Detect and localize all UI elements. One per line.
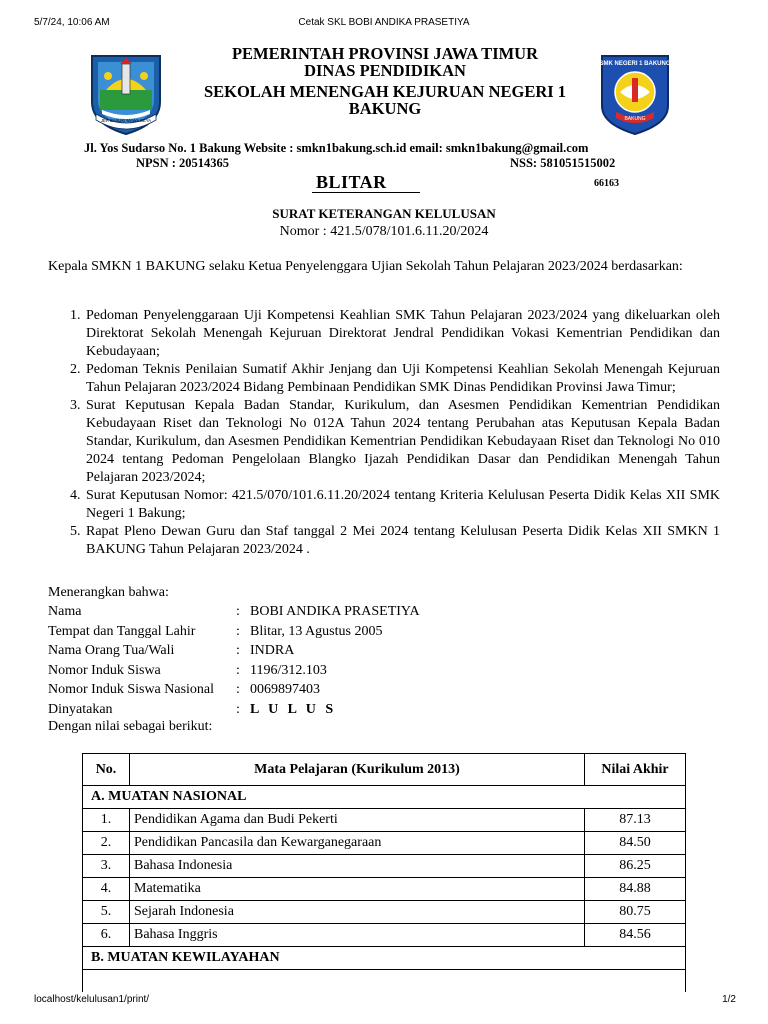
table-row: 1. Pendidikan Agama dan Budi Pekerti 87.13 [83,809,686,832]
graduation-status: L U L U S [250,701,337,717]
school-city: BLITAR [316,172,387,192]
table-header-row [83,754,686,786]
list-item: 2. Pedoman Teknis Penilaian Sumatif Akhir Jenjang dan Uji Kompetensi Keahlian Sekolah Menengah Kejuruan Tahun Pelajaran 2023/2024 Bidang Pembinaan Pendidikan SMK Dinas Pendidikan Provinsi Jawa Timur; [70,362,720,395]
document-number: Nomor : 421.5/078/101.6.11.20/2024 [279,224,489,239]
header-subject: Mata Pelajaran (Kurikulum 2013) [130,754,585,786]
legal-basis-list [48,307,720,559]
letterhead-line-school-location: BAKUNG [348,99,422,118]
letterhead-line-school: SEKOLAH MENENGAH KEJURUAN NEGERI 1 [203,82,567,101]
parent-name: INDRA [250,643,295,658]
document-title: SURAT KETERANGAN KELULUSAN [272,206,496,221]
print-page-number: 1/2 [722,994,736,1005]
list-item: 1. Pedoman Penyelenggaraan Uji Kompetensi Keahlian SMK Tahun Pelajaran 2023/2024 yang dikeluarkan oleh Direktorat Sekolah Menengah Kejuruan Direktorat Jendral Pendidikan Vokasi Kementrian Pendidikan dan Kebudayaan; [70,308,720,359]
letterhead-line-agency: DINAS PENDIDIKAN [304,61,466,80]
student-birth: Blitar, 13 Agustus 2005 [250,623,383,639]
header-no: No. [83,754,130,786]
jatim-emblem-logo [86,50,166,136]
table-row-continued [83,970,686,993]
grades-table [82,753,686,992]
school-nss: NSS: 581051515002 [510,156,616,170]
right-logo-motto: BAKUNG [624,116,646,122]
list-item: 4. Surat Keputusan Nomor: 421.5/070/101.6.11.20/2024 tentang Kriteria Kelulusan Peserta Didik Kelas XII SMK Negeri 1 Bakung; [70,488,720,521]
student-nis: 1196/312.103 [250,662,327,678]
postal-code: 66163 [594,178,619,189]
table-row: 3. Bahasa Indonesia 86.25 [83,855,686,878]
table-row: 2. Pendidikan Pancasila dan Kewarganegaraan 84.50 [83,832,686,855]
section-row-national: A. MUATAN NASIONAL [83,786,686,809]
print-title: Cetak SKL BOBI ANDIKA PRASETIYA [298,17,470,28]
table-row: 4. Matematika 84.88 [83,878,686,901]
intro-paragraph: Kepala SMKN 1 BAKUNG selaku Ketua Penyelenggara Ujian Sekolah Tahun Pelajaran 2023/2024 berdasarkan: [48,259,683,274]
print-url: localhost/kelulusan1/print/ [34,994,150,1005]
school-address: Jl. Yos Sudarso No. 1 Bakung Website : smkn1bakung.sch.id email: smkn1bakung@gmail.com [84,141,589,155]
table-row: 6. Bahasa Inggris 84.56 [83,924,686,947]
left-logo-motto: JER BASUKI MAWA BEYA [100,118,152,123]
section-row-regional: B. MUATAN KEWILAYAHAN [83,947,686,970]
letterhead-line-government: PEMERINTAH PROVINSI JAWA TIMUR [231,44,539,63]
table-row: 5. Sejarah Indonesia 80.75 [83,901,686,924]
school-npsn: NPSN : 20514365 [136,156,230,170]
list-item: 3. Surat Keputusan Kepala Badan Standar, Kurikulum, dan Asesmen Pendidikan Kementrian Pendidikan Kebudayaan Riset dan Teknologi No 012A Tahun 2024 tentang Perubahan atas Keputusan Kepala Badan Standar, Kurikulum, dan Asesmen Pendidikan Kementrian Pendidikan Kebudayaan Riset dan Teknologi No 010 2024 tentang Pedoman Pengelolaan Blangko Ijazah Pendidikan Dasar dan Pendidikan Menengah Tahun Pelajaran 2023/2024; [70,398,720,485]
header-score: Nilai Akhir [585,754,686,786]
grades-intro: Dengan nilai sebagai berikut: [48,719,213,734]
list-item: 5. Rapat Pleno Dewan Guru dan Staf tanggal 2 Mei 2024 tentang Kelulusan Peserta Didik Kelas XII SMKN 1 BAKUNG Tahun Pelajaran 2023/2024 . [70,524,720,557]
city-underline [312,192,420,193]
explain-statement: Menerangkan bahwa: [48,585,169,600]
student-name: BOBI ANDIKA PRASETIYA [250,604,420,619]
print-datetime: 5/7/24, 10:06 AM [34,17,110,28]
student-nisn: 0069897403 [250,682,320,697]
right-logo-school-name: SMK NEGERI 1 BAKUNG [599,61,671,67]
